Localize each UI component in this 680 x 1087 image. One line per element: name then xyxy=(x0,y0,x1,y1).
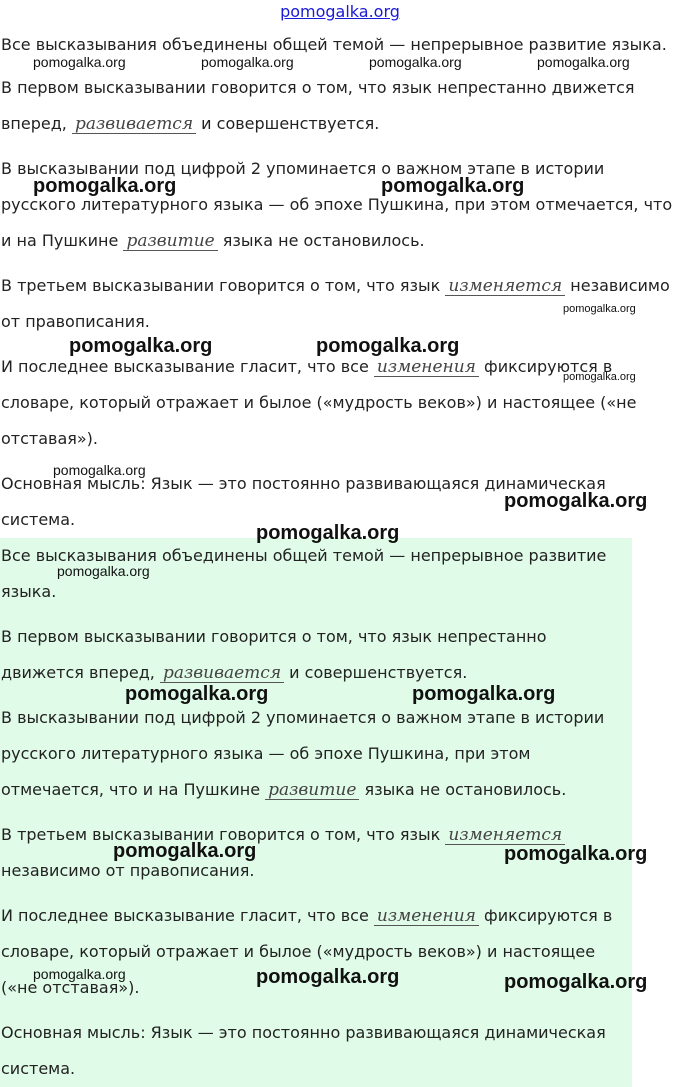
line: фиксируются в xyxy=(478,357,613,376)
handwritten-word: изменения xyxy=(374,358,479,377)
handwritten-word: развитие xyxy=(123,232,217,251)
line: И последнее высказывание гласит, что все xyxy=(1,906,374,925)
paragraph-5 xyxy=(1,898,612,1006)
watermark: pomogalka.org xyxy=(504,971,648,993)
watermark: pomogalka.org xyxy=(256,966,400,988)
watermark: pomogalka.org xyxy=(504,843,648,865)
watermark: pomogalka.org xyxy=(316,335,460,357)
watermark: pomogalka.org xyxy=(33,54,126,70)
paragraph-4 xyxy=(1,817,565,889)
line: независимо xyxy=(565,276,670,295)
line: русского литературного языка — об эпохе Пушкина, при этом xyxy=(1,744,531,763)
site-link[interactable]: pomogalka.org xyxy=(280,2,400,21)
handwritten-word: изменения xyxy=(374,907,479,926)
line: и совершенствуется. xyxy=(284,663,468,682)
handwritten-word: развивается xyxy=(160,664,284,683)
line: словаре, который отражает и былое («мудрость веков») и настоящее («не xyxy=(1,393,637,412)
watermark: pomogalka.org xyxy=(113,840,257,862)
watermark: pomogalka.org xyxy=(563,371,636,383)
watermark: pomogalka.org xyxy=(125,683,269,705)
watermark: pomogalka.org xyxy=(537,54,630,70)
handwritten-word: изменяется xyxy=(445,826,565,845)
watermark: pomogalka.org xyxy=(369,54,462,70)
paragraph-6 xyxy=(1,1015,606,1087)
line: Основная мысль: Язык — это постоянно развивающаяся динамическая xyxy=(1,474,606,493)
watermark: pomogalka.org xyxy=(201,54,294,70)
watermark: pomogalka.org xyxy=(412,683,556,705)
line: В высказывании под цифрой 2 упоминается о важном этапе в истории xyxy=(1,708,605,727)
line: Основная мысль: Язык — это постоянно развивающаяся динамическая xyxy=(1,1023,606,1042)
line: («не отставая»). xyxy=(1,978,140,997)
line: языка не остановилось. xyxy=(217,231,425,250)
watermark: pomogalka.org xyxy=(381,175,525,197)
line: языка не остановилось. xyxy=(359,780,567,799)
watermark: pomogalka.org xyxy=(256,522,400,544)
line: Все высказывания объединены общей темой — непрерывное развитие xyxy=(1,546,607,565)
answer-section-2 xyxy=(0,538,632,1087)
paragraph-2 xyxy=(1,70,635,142)
line: В третьем высказывании говорится о том, что язык xyxy=(1,276,446,295)
handwritten-word: развитие xyxy=(265,781,359,800)
watermark: pomogalka.org xyxy=(33,175,177,197)
line: система. xyxy=(1,1059,76,1078)
watermark: pomogalka.org xyxy=(69,335,213,357)
line: В третьем высказывании говорится о том, что язык xyxy=(1,825,446,844)
watermark: pomogalka.org xyxy=(563,303,636,315)
handwritten-word: развивается xyxy=(72,115,196,134)
line: русского литературного языка — об эпохе Пушкина, при этом отмечается, что xyxy=(1,195,673,214)
line: И последнее высказывание гласит, что все xyxy=(1,357,374,376)
line: Все высказывания объединены общей темой — непрерывное развитие языка. xyxy=(1,35,667,54)
line: и на Пушкине xyxy=(1,231,124,250)
line: отмечается, что и на Пушкине xyxy=(1,780,266,799)
paragraph-3 xyxy=(1,151,672,259)
line: словаре, который отражает и былое («мудрость веков») и настоящее xyxy=(1,942,596,961)
handwritten-word: изменяется xyxy=(445,277,565,296)
line: от правописания. xyxy=(1,312,150,331)
line: и совершенствуется. xyxy=(196,114,380,133)
paragraph-5 xyxy=(1,349,636,457)
paragraph-3 xyxy=(1,700,604,808)
line: отставая»). xyxy=(1,429,99,448)
line: фиксируются в xyxy=(478,906,613,925)
watermark: pomogalka.org xyxy=(504,490,648,512)
watermark: pomogalka.org xyxy=(53,462,146,478)
watermark: pomogalka.org xyxy=(33,966,126,982)
line: языка. xyxy=(1,582,57,601)
line: В первом высказывании говорится о том, что язык непрестанно движется xyxy=(1,78,635,97)
line: независимо от правописания. xyxy=(1,861,255,880)
paragraph-4 xyxy=(1,268,670,340)
line: В первом высказывании говорится о том, что язык непрестанно xyxy=(1,627,547,646)
line: движется вперед, xyxy=(1,663,160,682)
paragraph-2 xyxy=(1,619,547,691)
line: система. xyxy=(1,510,76,529)
line: вперед, xyxy=(1,114,72,133)
paragraph-1 xyxy=(1,538,606,610)
paragraph-1 xyxy=(1,27,667,63)
watermark: pomogalka.org xyxy=(57,563,150,579)
line: В высказывании под цифрой 2 упоминается о важном этапе в истории xyxy=(1,159,605,178)
paragraph-6 xyxy=(1,466,606,538)
